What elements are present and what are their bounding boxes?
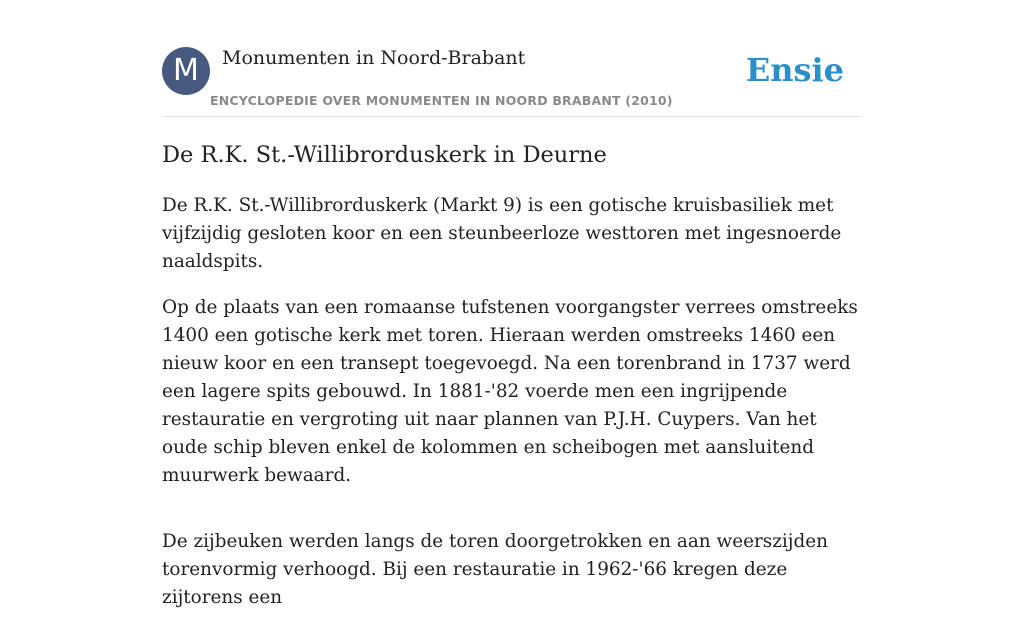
ensie-logo-link[interactable]: Ensie <box>745 51 844 89</box>
source-title-link[interactable]: Monumenten in Noord-Brabant <box>222 47 526 69</box>
article-paragraph-3: De zijbeuken werden langs de toren doorgetrokken en aan weerszijden torenvormig verhoogd. Bij een restauratie in 1962-'66 kregen deze zijtorens een <box>162 531 828 608</box>
article-body <box>162 192 862 630</box>
article-title: De R.K. St.-Willibrorduskerk in Deurne <box>162 142 607 168</box>
source-header <box>162 46 862 117</box>
article-paragraph-2: Op de plaats van een romaanse tufstenen voorgangster verrees omstreeks 1400 een gotische kerk met toren. Hieraan werden omstreeks 1460 een nieuw koor en een transept toegevoegd. Na een torenbrand in 1737 werd een lagere spits gebouwd. In 1881-'82 voerde men een ingrijpende restauratie en vergroting uit naar plannen van P.J.H. Cuypers. Van het oude schip bleven enkel de kolommen en scheibogen met aansluitend muurwerk bewaard. <box>162 297 858 486</box>
source-avatar[interactable]: M <box>162 47 210 95</box>
article-paragraph-1: De R.K. St.-Willibrorduskerk (Markt 9) is een gotische kruisbasiliek met vijfzijdig gesloten koor en een steunbeerloze westtoren met ingesnoerde naaldspits. <box>162 195 842 272</box>
source-subtitle: ENCYCLOPEDIE OVER MONUMENTEN IN NOORD BRABANT (2010) <box>210 93 673 108</box>
